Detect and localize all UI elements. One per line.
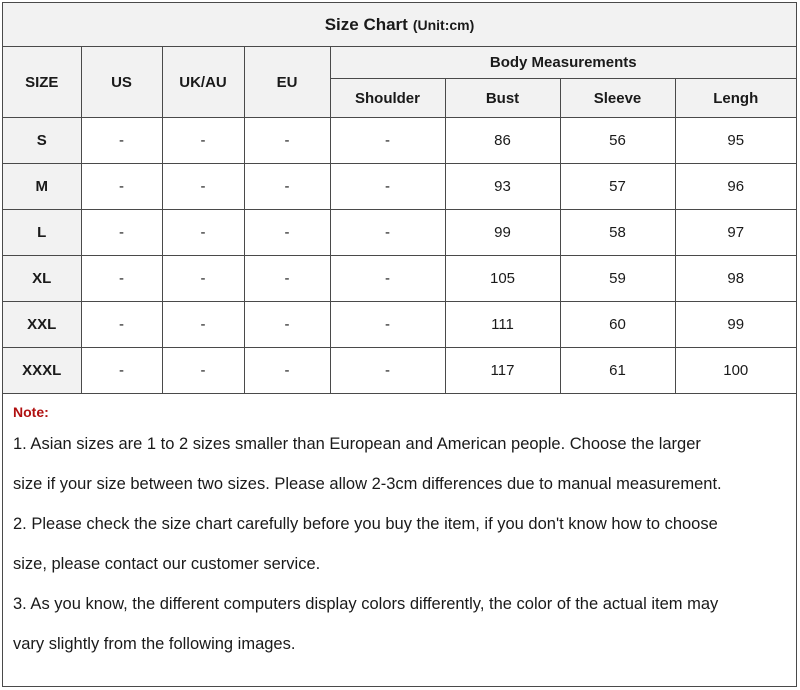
header-body-measurements: Body Measurements <box>330 47 796 79</box>
cell-sleeve: 58 <box>560 210 675 256</box>
cell-us: - <box>81 210 162 256</box>
cell-bust: 105 <box>445 256 560 302</box>
note-line: 2. Please check the size chart carefully before you buy the item, if you don't know how to choose <box>13 515 718 533</box>
cell-sleeve: 56 <box>560 118 675 164</box>
cell-eu: - <box>244 256 330 302</box>
cell-shoulder: - <box>330 210 445 256</box>
table-row <box>3 348 796 394</box>
table-row <box>3 256 796 302</box>
cell-eu: - <box>244 164 330 210</box>
notes-heading: Note: <box>13 404 49 420</box>
cell-us: - <box>81 118 162 164</box>
cell-shoulder: - <box>330 256 445 302</box>
cell-us: - <box>81 164 162 210</box>
cell-eu: - <box>244 302 330 348</box>
cell-us: - <box>81 256 162 302</box>
cell-sleeve: 59 <box>560 256 675 302</box>
cell-size: S <box>3 118 81 164</box>
cell-shoulder: - <box>330 118 445 164</box>
header-size: SIZE <box>3 47 81 118</box>
cell-ukau: - <box>162 256 244 302</box>
cell-shoulder: - <box>330 164 445 210</box>
note-line: vary slightly from the following images. <box>13 635 296 653</box>
cell-us: - <box>81 302 162 348</box>
table-row <box>3 118 796 164</box>
note-line: 3. As you know, the different computers display colors differently, the color of the actual item may <box>13 595 719 613</box>
header-shoulder: Shoulder <box>330 79 445 118</box>
cell-length: 97 <box>675 210 796 256</box>
cell-bust: 86 <box>445 118 560 164</box>
table-row <box>3 164 796 210</box>
note-line: size if your size between two sizes. Please allow 2-3cm differences due to manual measurement. <box>13 475 722 493</box>
chart-title-bar <box>3 3 796 47</box>
cell-length: 96 <box>675 164 796 210</box>
cell-size: XXL <box>3 302 81 348</box>
chart-title: Size Chart <box>324 14 408 34</box>
header-ukau: UK/AU <box>162 47 244 118</box>
size-chart <box>2 2 797 687</box>
header-us: US <box>81 47 162 118</box>
cell-shoulder: - <box>330 302 445 348</box>
chart-unit: (Unit:cm) <box>412 16 475 33</box>
cell-sleeve: 61 <box>560 348 675 394</box>
cell-ukau: - <box>162 210 244 256</box>
cell-ukau: - <box>162 164 244 210</box>
cell-bust: 111 <box>445 302 560 348</box>
table-row <box>3 302 796 348</box>
cell-eu: - <box>244 348 330 394</box>
table-row <box>3 210 796 256</box>
header-sleeve: Sleeve <box>560 79 675 118</box>
cell-shoulder: - <box>330 348 445 394</box>
cell-length: 95 <box>675 118 796 164</box>
size-table <box>3 47 796 394</box>
cell-sleeve: 57 <box>560 164 675 210</box>
notes-lines <box>13 424 786 664</box>
cell-bust: 93 <box>445 164 560 210</box>
cell-size: XL <box>3 256 81 302</box>
cell-bust: 99 <box>445 210 560 256</box>
cell-size: L <box>3 210 81 256</box>
header-length: Lengh <box>675 79 796 118</box>
cell-sleeve: 60 <box>560 302 675 348</box>
cell-length: 100 <box>675 348 796 394</box>
cell-ukau: - <box>162 348 244 394</box>
notes-section <box>3 394 796 664</box>
note-line: size, please contact our customer service. <box>13 555 321 573</box>
cell-eu: - <box>244 118 330 164</box>
cell-length: 98 <box>675 256 796 302</box>
note-line: 1. Asian sizes are 1 to 2 sizes smaller than European and American people. Choose the larger <box>13 435 701 453</box>
header-eu: EU <box>244 47 330 118</box>
cell-ukau: - <box>162 302 244 348</box>
cell-size: XXXL <box>3 348 81 394</box>
cell-bust: 117 <box>445 348 560 394</box>
cell-eu: - <box>244 210 330 256</box>
cell-length: 99 <box>675 302 796 348</box>
cell-size: M <box>3 164 81 210</box>
table-body <box>3 118 796 394</box>
cell-us: - <box>81 348 162 394</box>
cell-ukau: - <box>162 118 244 164</box>
header-bust: Bust <box>445 79 560 118</box>
